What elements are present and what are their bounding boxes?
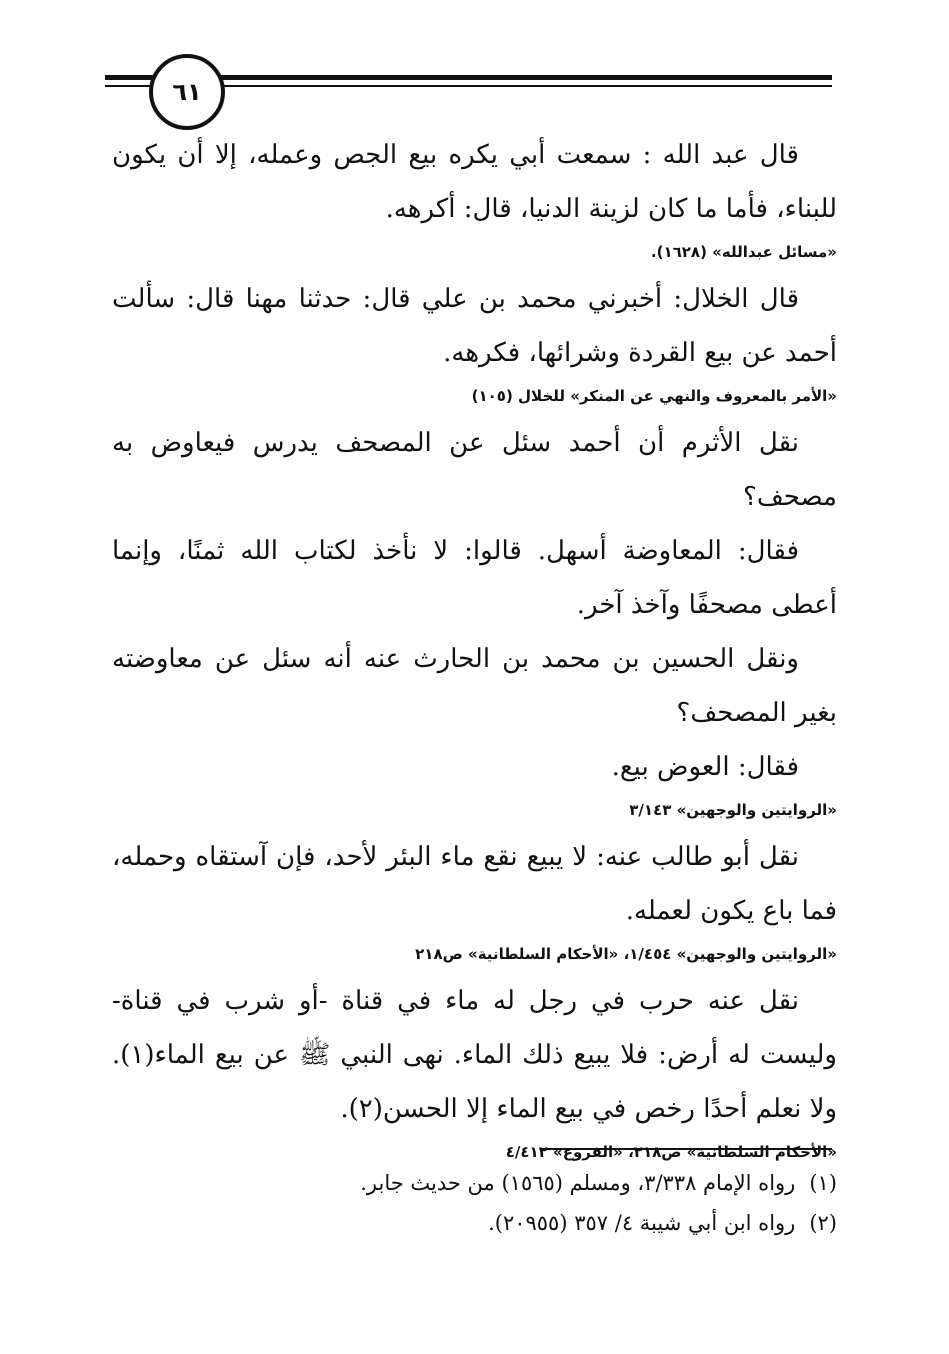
page-number: ٦١	[172, 78, 202, 106]
paragraph: قال الخلال: أخبرني محمد بن علي قال: حدثنا مهنا قال: سألت أحمد عن بيع القردة وشرائها، فكرهه.	[112, 284, 837, 368]
page-header	[105, 50, 832, 125]
source-citation: «الروايتين والوجهين» ٣/١٤٣	[629, 801, 837, 819]
paragraph: نقل الأثرم أن أحمد سئل عن المصحف يدرس فيعاوض به مصحف؟	[112, 428, 837, 512]
footnote-text: رواه الإمام ٣/٣٣٨، ومسلم (١٥٦٥) من حديث جابر.	[360, 1171, 796, 1195]
footnote	[112, 1203, 837, 1243]
source-citation: «الأحكام السلطانية» ص٢١٨، «الفروع» ٤/٤١٢	[505, 1143, 837, 1161]
footnote-number: (١)	[809, 1171, 837, 1195]
footnote-separator	[540, 1148, 832, 1150]
paragraph: فقال: العوض بيع.	[611, 752, 799, 782]
paragraph: ونقل الحسين بن محمد بن الحارث عنه أنه سئل عن معاوضته بغير المصحف؟	[112, 644, 837, 728]
paragraph: قال عبد الله : سمعت أبي يكره بيع الجص وعمله، إلا أن يكون للبناء، فأما ما كان لزينة الدنيا، قال: أكرهه.	[112, 140, 837, 224]
main-text	[112, 128, 837, 1172]
page-number-badge	[149, 54, 225, 130]
footnote	[112, 1163, 837, 1203]
source-citation: «مسائل عبدالله» (١٦٢٨).	[650, 243, 837, 261]
source-citation: «الروايتين والوجهين» ١/٤٥٤، «الأحكام السلطانية» ص٢١٨	[415, 945, 837, 963]
footnote-number: (٢)	[809, 1211, 837, 1235]
paragraph: نقل عنه حرب في رجل له ماء في قناة -أو شرب في قناة- وليست له أرض: فلا يبيع ذلك الماء. نهى النبي ﷺ عن بيع الماء(١). ولا نعلم أحدًا رخص في بيع الماء إلا الحسن(٢).	[112, 986, 837, 1124]
paragraph: فقال: المعاوضة أسهل. قالوا: لا نأخذ لكتاب الله ثمنًا، وإنما أعطى مصحفًا وآخذ آخر.	[112, 536, 837, 620]
source-citation: «الأمر بالمعروف والنهي عن المنكر» للخلال (١٠٥)	[471, 387, 837, 405]
paragraph: نقل أبو طالب عنه: لا يبيع نقع ماء البئر لأحد، فإن آستقاه وحمله، فما باع يكون لعمله.	[112, 842, 837, 926]
footnotes	[112, 1163, 837, 1243]
footnote-text: رواه ابن أبي شيبة ٤/ ٣٥٧ (٢٠٩٥٥).	[488, 1211, 796, 1235]
